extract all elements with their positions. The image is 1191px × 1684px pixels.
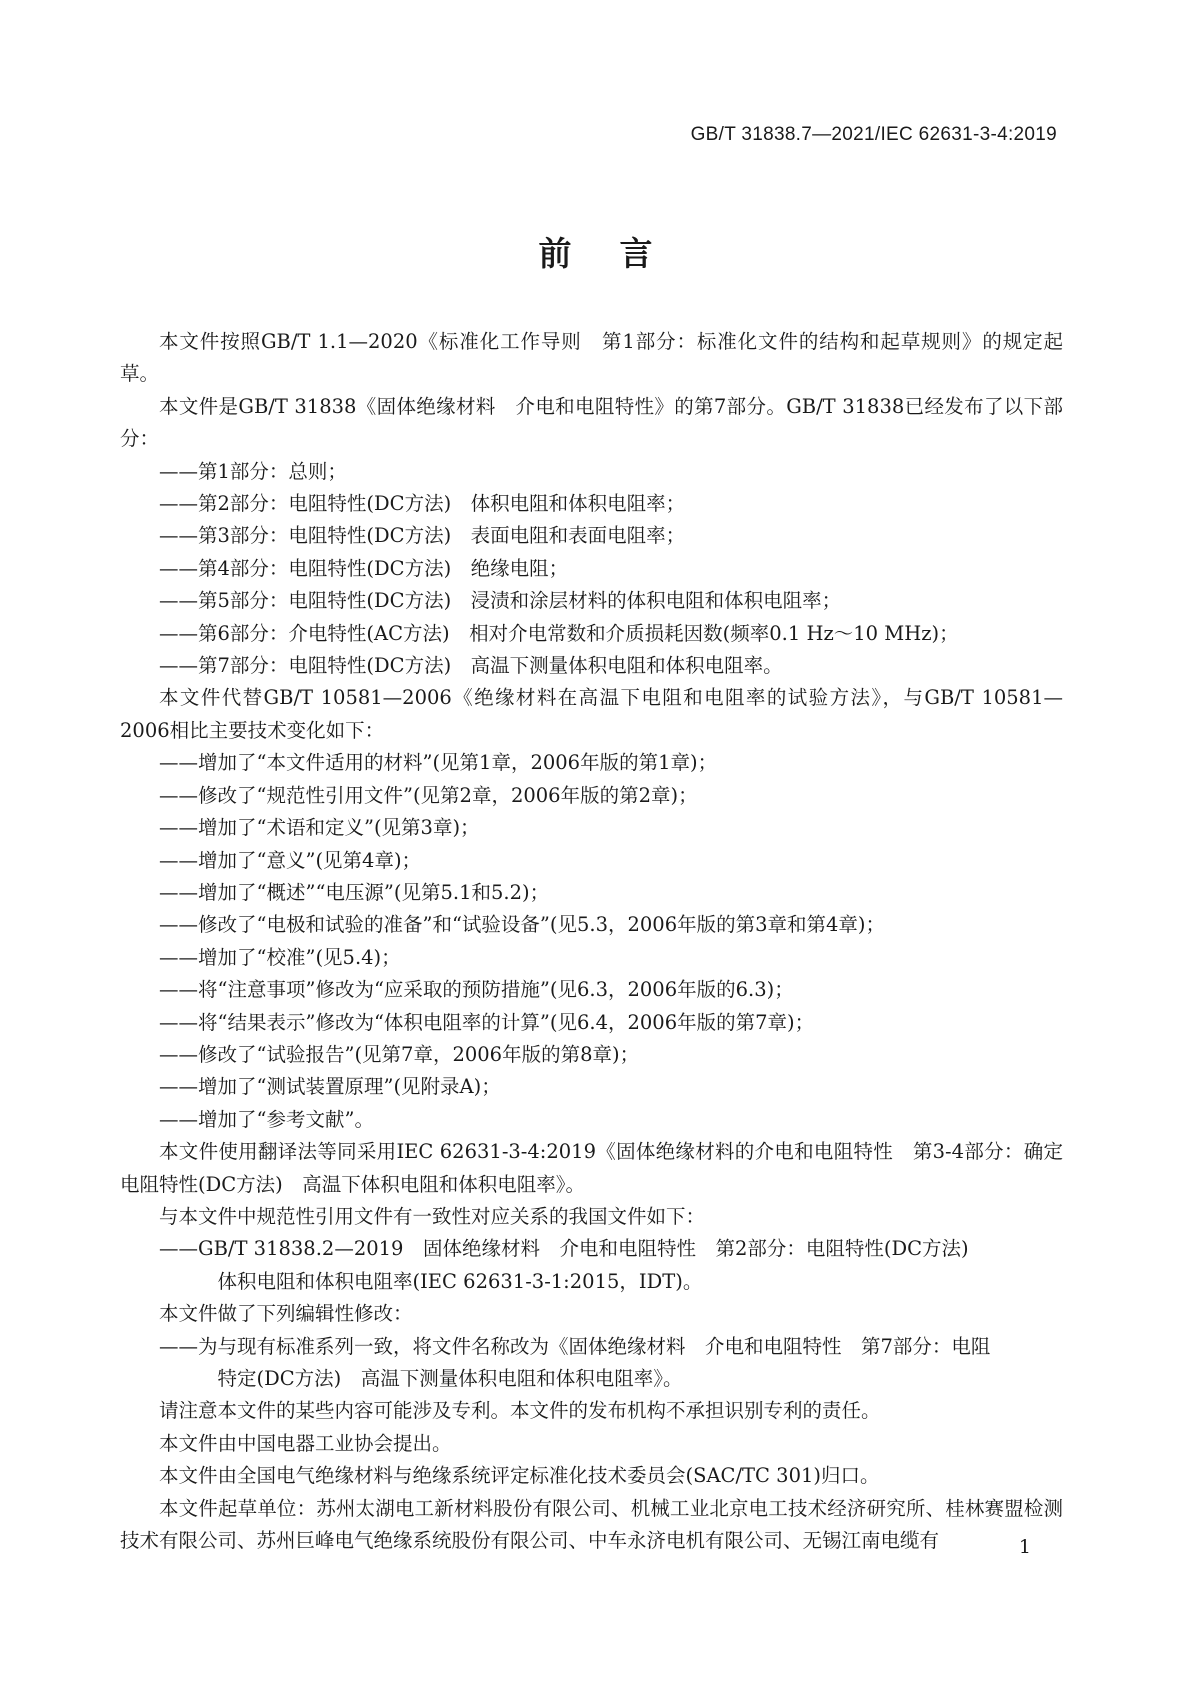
list-item: ——增加了“术语和定义”(见第3章)； [159,816,480,840]
document-body [120,326,1063,1557]
paragraph-proposer: 本文件由中国电器工业协会提出。 [159,1431,452,1455]
paragraph-drafting-units: 本文件起草单位：苏州太湖电工新材料股份有限公司、机械工业北京电工技术经济研究所、桂林赛盟检测技术有限公司、苏州巨峰电气绝缘系统股份有限公司、中车永济电机有限公司、无锡江南电缆有 [120,1496,1063,1553]
paragraph-correspondence: 与本文件中规范性引用文件有一致性对应关系的我国文件如下： [159,1204,706,1228]
list-item: ——第1部分：总则； [159,459,347,483]
paragraph-committee: 本文件由全国电气绝缘材料与绝缘系统评定标准化技术委员会(SAC/TC 301)归口。 [159,1464,880,1488]
list-item: ——将“注意事项”修改为“应采取的预防措施”(见6.3，2006年版的6.3)； [159,978,794,1002]
page-number: 1 [1018,1536,1031,1558]
paragraph-patent: 请注意本文件的某些内容可能涉及专利。本文件的发布机构不承担识别专利的责任。 [159,1399,881,1423]
paragraph-replaces: 本文件代替GB/T 10581—2006《绝缘材料在高温下电阻和电阻率的试验方法》，与GB/T 10581—2006相比主要技术变化如下： [120,686,1063,742]
list-item-continuation: 体积电阻和体积电阻率(IEC 62631-3-1:2015，IDT)。 [217,1269,703,1293]
paragraph-drafting-basis: 本文件按照GB/T 1.1—2020《标准化工作导则 第1部分：标准化文件的结构和起草规则》的规定起草。 [120,330,1063,386]
list-item: ——增加了“测试装置原理”(见附录A)； [159,1075,501,1099]
paragraph-editorial: 本文件做了下列编辑性修改： [159,1302,413,1326]
list-item-continuation: 特定(DC方法) 高温下测量体积电阻和体积电阻率》。 [217,1367,683,1390]
list-item: ——第6部分：介电特性(AC方法) 相对介电常数和介质损耗因数(频率0.1 Hz～10 MHz)； [159,621,959,645]
list-item: ——第3部分：电阻特性(DC方法) 表面电阻和表面电阻率； [159,524,686,548]
list-item: ——为与现有标准系列一致，将文件名称改为《固体绝缘材料 介电和电阻特性 第7部分：电阻 [159,1334,991,1358]
page-title: 前言 [538,234,701,273]
list-item: ——增加了“参考文献”。 [159,1107,374,1131]
list-item: ——第7部分：电阻特性(DC方法) 高温下测量体积电阻和体积电阻率。 [159,654,783,678]
list-item: ——修改了“电极和试验的准备”和“试验设备”(见5.3，2006年版的第3章和第4章)； [159,913,886,937]
list-item: ——增加了“校准”(见5.4)； [159,945,401,969]
paragraph-adoption: 本文件使用翻译法等同采用IEC 62631-3-4:2019《固体绝缘材料的介电和电阻特性 第3-4部分：确定电阻特性(DC方法) 高温下体积电阻和体积电阻率》。 [120,1140,1063,1196]
list-item: ——第5部分：电阻特性(DC方法) 浸渍和涂层材料的体积电阻和体积电阻率； [159,589,842,613]
list-item: ——修改了“试验报告”(见第7章，2006年版的第8章)； [159,1042,640,1066]
list-item: ——GB/T 31838.2—2019 固体绝缘材料 介电和电阻特性 第2部分：电阻特性(DC方法) [159,1237,969,1261]
list-item: ——修改了“规范性引用文件”(见第2章，2006年版的第2章)； [159,783,698,807]
paragraph-series-part: 本文件是GB/T 31838《固体绝缘材料 介电和电阻特性》的第7部分。GB/T 31838已经发布了以下部分： [120,394,1063,451]
list-item: ——增加了“概述”“电压源”(见第5.1和5.2)； [159,880,550,904]
list-item: ——增加了“本文件适用的材料”(见第1章，2006年版的第1章)； [159,751,718,775]
list-item: ——增加了“意义”(见第4章)； [159,848,422,872]
list-item: ——第2部分：电阻特性(DC方法) 体积电阻和体积电阻率； [159,492,686,516]
list-item: ——第4部分：电阻特性(DC方法) 绝缘电阻； [159,556,569,580]
standard-number-header: GB/T 31838.7—2021/IEC 62631-3-4:2019 [690,124,1057,145]
list-item: ——将“结果表示”修改为“体积电阻率的计算”(见6.4，2006年版的第7章)； [159,1010,815,1034]
